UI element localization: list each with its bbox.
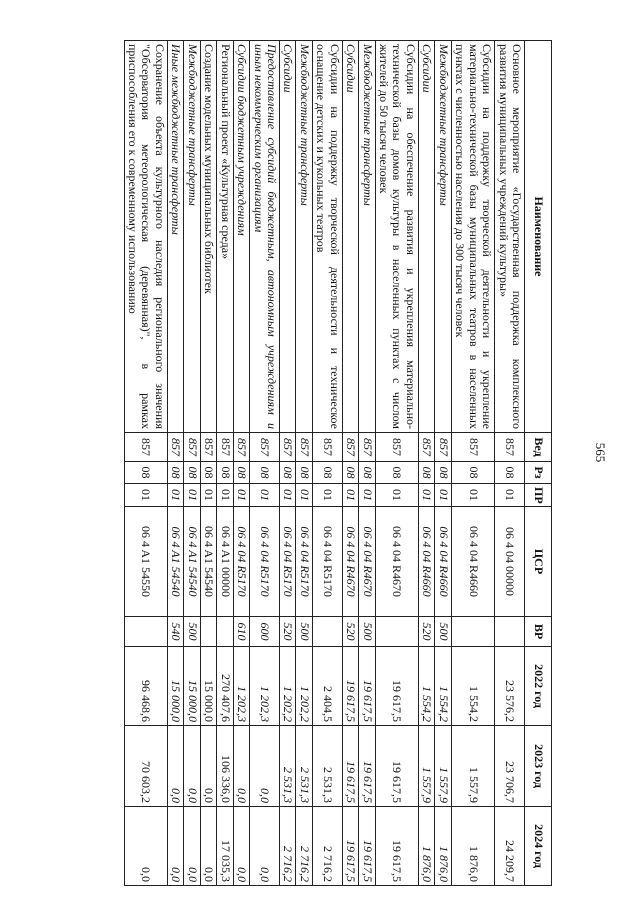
cell-rz: 08	[495, 462, 525, 484]
cell-ved: 857	[296, 433, 312, 462]
cell-name: Субсидии на обеспечение развития и укрепления материально-технической базы домов культуры в населенных пунктах с числом жителей до 50 тысяч человек	[375, 41, 418, 433]
cell-pr: 01	[418, 484, 434, 507]
cell-pr: 01	[342, 484, 358, 507]
cell-2022: 1 202,2	[280, 647, 296, 726]
table-row	[250, 41, 280, 886]
cell-csr: 06 4 04 R4670	[375, 507, 418, 617]
cell-csr: 06 4 A1 00000	[217, 507, 233, 617]
cell-rz: 08	[217, 462, 233, 484]
cell-2022: 19 617,5	[359, 647, 375, 726]
cell-ved: 857	[342, 433, 358, 462]
rotated-table-container	[32, 40, 552, 885]
cell-name: Субсидии на поддержку творческой деятельности и техническое оснащение детских и кукольных театров	[312, 41, 342, 433]
cell-ved: 857	[250, 433, 280, 462]
cell-2024: 19 617,5	[359, 807, 375, 886]
header-2023: 2023 год	[525, 726, 552, 807]
cell-2023: 1 557,9	[435, 726, 451, 807]
cell-csr: 06 4 04 R5170	[280, 507, 296, 617]
cell-name: Предоставление субсидий бюджетным, автономным учреждениям и иным некоммерческим организациям	[250, 41, 280, 433]
cell-rz: 08	[296, 462, 312, 484]
cell-2024: 24 209,7	[495, 807, 525, 886]
cell-2023: 0,0	[250, 726, 280, 807]
cell-2022: 15 000,0	[200, 647, 216, 726]
cell-2024: 1 876,0	[418, 807, 434, 886]
cell-2023: 19 617,5	[342, 726, 358, 807]
cell-2022: 1 202,2	[296, 647, 312, 726]
cell-2024: 19 617,5	[342, 807, 358, 886]
table-row	[418, 41, 434, 886]
table-row	[296, 41, 312, 886]
cell-name: Субсидии	[342, 41, 358, 433]
cell-2022: 1 554,2	[451, 647, 494, 726]
cell-2023: 0,0	[184, 726, 200, 807]
header-csr: ЦСР	[525, 507, 552, 617]
cell-pr: 01	[184, 484, 200, 507]
cell-pr: 01	[375, 484, 418, 507]
cell-2023: 0,0	[200, 726, 216, 807]
cell-csr: 06 4 A1 54540	[200, 507, 216, 617]
cell-2023: 2 531,3	[312, 726, 342, 807]
cell-pr: 01	[435, 484, 451, 507]
cell-2022: 1 202,3	[250, 647, 280, 726]
table-row	[233, 41, 249, 886]
table-row	[375, 41, 418, 886]
cell-name: Субсидии бюджетным учреждениям	[233, 41, 249, 433]
cell-csr: 06 4 04 R4660	[435, 507, 451, 617]
cell-name: Межбюджетные трансферты	[359, 41, 375, 433]
cell-vr	[375, 617, 418, 647]
cell-csr: 06 4 04 R4660	[451, 507, 494, 617]
cell-2024: 0,0	[124, 807, 167, 886]
cell-ved: 857	[435, 433, 451, 462]
header-pr: ПР	[525, 484, 552, 507]
table-row	[359, 41, 375, 886]
cell-vr: 610	[233, 617, 249, 647]
cell-2024: 0,0	[233, 807, 249, 886]
cell-name: Субсидии на поддержку творческой деятельности и укрепление материально-технической базы муниципальных театров в населенных пунктах с численностью населения до 300 тысяч человек	[451, 41, 494, 433]
cell-vr: 520	[342, 617, 358, 647]
cell-ved: 857	[233, 433, 249, 462]
cell-name: Создание модельных муниципальных библиотек	[200, 41, 216, 433]
table-row	[312, 41, 342, 886]
cell-2022: 23 576,2	[495, 647, 525, 726]
cell-rz: 08	[359, 462, 375, 484]
cell-2024: 2 716,2	[296, 807, 312, 886]
cell-2024: 0,0	[200, 807, 216, 886]
cell-rz: 08	[312, 462, 342, 484]
cell-csr: 06 4 04 00000	[495, 507, 525, 617]
table-row	[495, 41, 525, 886]
cell-csr: 06 4 04 R4670	[342, 507, 358, 617]
cell-rz: 08	[375, 462, 418, 484]
cell-2023: 19 617,5	[375, 726, 418, 807]
cell-2023: 70 603,2	[124, 726, 167, 807]
cell-2024: 0,0	[167, 807, 183, 886]
cell-2023: 19 617,5	[359, 726, 375, 807]
cell-ved: 857	[359, 433, 375, 462]
cell-vr	[451, 617, 494, 647]
cell-vr: 500	[359, 617, 375, 647]
cell-2023: 2 531,3	[296, 726, 312, 807]
header-2022: 2022 год	[525, 647, 552, 726]
cell-2024: 0,0	[250, 807, 280, 886]
cell-pr: 01	[495, 484, 525, 507]
cell-pr: 01	[250, 484, 280, 507]
cell-pr: 01	[359, 484, 375, 507]
cell-ved: 857	[184, 433, 200, 462]
cell-csr: 06 4 A1 54540	[167, 507, 183, 617]
cell-csr: 06 4 04 R4670	[359, 507, 375, 617]
cell-name: Межбюджетные трансферты	[296, 41, 312, 433]
cell-csr: 06 4 04 R5170	[296, 507, 312, 617]
cell-pr: 01	[200, 484, 216, 507]
table-row	[200, 41, 216, 886]
cell-rz: 08	[124, 462, 167, 484]
cell-2022: 15 000,0	[167, 647, 183, 726]
cell-pr: 01	[167, 484, 183, 507]
cell-pr: 01	[451, 484, 494, 507]
header-rz: Рз	[525, 462, 552, 484]
cell-ved: 857	[418, 433, 434, 462]
cell-name: Субсидии	[418, 41, 434, 433]
table-row	[280, 41, 296, 886]
cell-rz: 08	[200, 462, 216, 484]
cell-vr: 500	[435, 617, 451, 647]
header-name: Наименование	[525, 41, 552, 433]
cell-2022: 1 202,3	[233, 647, 249, 726]
cell-2024: 2 716,2	[280, 807, 296, 886]
cell-2024: 0,0	[184, 807, 200, 886]
cell-rz: 08	[233, 462, 249, 484]
cell-rz: 08	[250, 462, 280, 484]
cell-name: Сохранение объекта культурного наследия регионального значения "Обсерватория метеорологическая (деревянная)", в рамках приспособления его к современному использованию	[124, 41, 167, 433]
table-row	[124, 41, 167, 886]
cell-vr	[217, 617, 233, 647]
cell-2023: 2 531,3	[280, 726, 296, 807]
cell-csr: 06 4 04 R5170	[312, 507, 342, 617]
cell-rz: 08	[342, 462, 358, 484]
cell-vr	[124, 617, 167, 647]
cell-2024: 2 716,2	[312, 807, 342, 886]
page-number: 565	[593, 442, 608, 463]
cell-ved: 857	[375, 433, 418, 462]
cell-vr	[200, 617, 216, 647]
table-header-row	[525, 41, 552, 886]
cell-2022: 2 404,5	[312, 647, 342, 726]
cell-vr: 600	[250, 617, 280, 647]
cell-2023: 0,0	[167, 726, 183, 807]
cell-csr: 06 4 A1 54550	[124, 507, 167, 617]
cell-rz: 08	[167, 462, 183, 484]
cell-csr: 06 4 A1 54540	[184, 507, 200, 617]
cell-vr: 500	[296, 617, 312, 647]
cell-rz: 08	[280, 462, 296, 484]
cell-csr: 06 4 04 R5170	[233, 507, 249, 617]
table-row	[217, 41, 233, 886]
cell-pr: 01	[296, 484, 312, 507]
table-row	[435, 41, 451, 886]
cell-ved: 857	[167, 433, 183, 462]
cell-2022: 270 407,6	[217, 647, 233, 726]
header-2024: 2024 год	[525, 807, 552, 886]
cell-vr	[495, 617, 525, 647]
cell-pr: 01	[280, 484, 296, 507]
cell-2022: 19 617,5	[375, 647, 418, 726]
cell-2024: 1 876,0	[435, 807, 451, 886]
cell-rz: 08	[184, 462, 200, 484]
cell-2023: 1 557,9	[418, 726, 434, 807]
cell-2023: 23 706,7	[495, 726, 525, 807]
cell-2022: 19 617,5	[342, 647, 358, 726]
cell-csr: 06 4 04 R5170	[250, 507, 280, 617]
cell-vr: 540	[167, 617, 183, 647]
cell-rz: 08	[451, 462, 494, 484]
header-ved: Вед	[525, 433, 552, 462]
budget-table	[124, 40, 552, 886]
cell-rz: 08	[435, 462, 451, 484]
cell-rz: 08	[418, 462, 434, 484]
cell-name: Иные межбюджетные трансферты	[167, 41, 183, 433]
cell-name: Субсидии	[280, 41, 296, 433]
cell-name: Межбюджетные трансферты	[435, 41, 451, 433]
cell-2024: 19 617,5	[375, 807, 418, 886]
cell-ved: 857	[312, 433, 342, 462]
cell-2022: 96 468,6	[124, 647, 167, 726]
cell-vr: 520	[418, 617, 434, 647]
cell-pr: 01	[233, 484, 249, 507]
cell-2023: 0,0	[233, 726, 249, 807]
cell-name: Региональный проект «Культурная среда»	[217, 41, 233, 433]
cell-2022: 1 554,2	[418, 647, 434, 726]
table-row	[167, 41, 183, 886]
cell-name: Межбюджетные трансферты	[184, 41, 200, 433]
cell-csr: 06 4 04 R4660	[418, 507, 434, 617]
cell-2023: 1 557,9	[451, 726, 494, 807]
cell-ved: 857	[217, 433, 233, 462]
cell-ved: 857	[280, 433, 296, 462]
cell-vr	[312, 617, 342, 647]
cell-ved: 857	[451, 433, 494, 462]
cell-2024: 17 035,3	[217, 807, 233, 886]
cell-vr: 500	[184, 617, 200, 647]
header-vr: ВР	[525, 617, 552, 647]
table-row	[184, 41, 200, 886]
cell-pr: 01	[217, 484, 233, 507]
cell-2022: 15 000,0	[184, 647, 200, 726]
cell-ved: 857	[200, 433, 216, 462]
cell-ved: 857	[495, 433, 525, 462]
cell-2024: 1 876,0	[451, 807, 494, 886]
table-row	[342, 41, 358, 886]
cell-pr: 01	[312, 484, 342, 507]
cell-pr: 01	[124, 484, 167, 507]
cell-ved: 857	[124, 433, 167, 462]
cell-name: Основное мероприятие «Государственная поддержка комплексного развития муниципальных учреждений культуры»	[495, 41, 525, 433]
cell-vr: 520	[280, 617, 296, 647]
table-row	[451, 41, 494, 886]
cell-2023: 106 336,0	[217, 726, 233, 807]
cell-2022: 1 554,2	[435, 647, 451, 726]
